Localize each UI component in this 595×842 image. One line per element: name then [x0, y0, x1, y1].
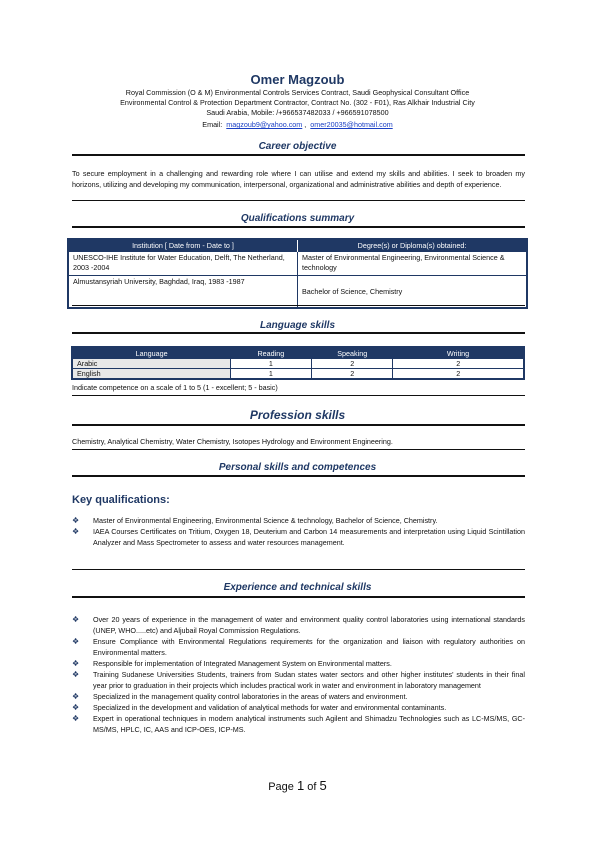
language-speaking: 2 — [312, 369, 393, 380]
qualifications-header-institution: Institution [ Date from - Date to ] — [68, 239, 298, 252]
list-item-text: Responsible for implementation of Integrated Management System on Environmental matters. — [93, 659, 392, 668]
key-qualifications-list — [72, 515, 525, 548]
language-table — [71, 346, 525, 380]
career-objective-title: Career objective — [258, 141, 337, 152]
section-rule — [72, 424, 525, 426]
header-line-2: Environmental Control & Protection Department Contractor, Contract No. (302 - F01), Ras Alkhair Industrial City — [120, 98, 475, 107]
diamond-bullet-icon: ❖ — [72, 659, 80, 668]
page-word: Page — [268, 781, 294, 793]
language-header-language: Language — [72, 347, 230, 359]
section-rule — [72, 475, 525, 477]
profession-skills-text: Chemistry, Analytical Chemistry, Water Chemistry, Isotopes Hydrology and Environment Engineering. — [72, 437, 393, 446]
language-header-speaking: Speaking — [312, 347, 393, 359]
language-header-writing: Writing — [393, 347, 524, 359]
profession-skills-title: Profession skills — [249, 408, 346, 422]
email-separator: , — [304, 120, 307, 129]
language-reading: 1 — [230, 369, 311, 380]
section-rule — [72, 596, 525, 598]
page-number: 1 — [296, 778, 305, 793]
of-word: of — [307, 781, 317, 793]
language-writing: 2 — [393, 359, 524, 369]
email-link-2[interactable]: omer20035@hotmail.com — [310, 120, 393, 129]
language-speaking: 2 — [312, 359, 393, 369]
section-rule — [72, 569, 525, 570]
qualification-institution: UNESCO-IHE Institute for Water Education, Delft, The Netherland, 2003 -2004 — [68, 252, 298, 276]
qualification-degree: Master of Environmental Engineering, Environmental Science & technology — [298, 252, 528, 276]
language-header-reading: Reading — [230, 347, 311, 359]
section-rule — [72, 154, 525, 156]
language-name: English — [72, 369, 230, 380]
diamond-bullet-icon: ❖ — [72, 615, 80, 624]
list-item-text: Specialized in the development and validation of analytical methods for water and environmental contaminants. — [93, 703, 447, 712]
section-rule — [72, 305, 525, 306]
header-line-3: Saudi Arabia, Mobile: /+966537482033 / +966591078500 — [206, 108, 389, 117]
qualification-institution: Almustansyriah University, Baghdad, Iraq, 1983 -1987 — [68, 276, 298, 309]
list-item — [72, 658, 525, 669]
list-item-text: Ensure Compliance with Environmental Regulations requirements for the organization and liaison with regulatory authorities on Environmental matters. — [93, 637, 525, 657]
diamond-bullet-icon: ❖ — [72, 703, 80, 712]
list-item — [72, 691, 525, 702]
section-rule — [72, 226, 525, 228]
page-total: 5 — [319, 778, 327, 793]
candidate-name: Omer Magzoub — [250, 72, 345, 87]
qualifications-table — [67, 238, 528, 309]
header-line-1: Royal Commission (O & M) Environmental Controls Services Contract, Saudi Geophysical Consultant Office — [125, 88, 470, 97]
list-item — [72, 526, 525, 548]
list-item-text: Master of Environmental Engineering, Environmental Science & technology, Bachelor of Science, Chemistry. — [93, 516, 438, 525]
email-line — [0, 120, 595, 130]
email-label: Email: — [202, 120, 223, 129]
list-item — [72, 669, 525, 691]
language-reading: 1 — [230, 359, 311, 369]
section-rule — [72, 200, 525, 201]
table-row — [68, 252, 527, 276]
table-row — [72, 369, 524, 380]
career-objective-text: To secure employment in a challenging and rewarding role where I can utilise and extend my skills and abilities. I seek to broaden my horizons, utilizing and developing my communication, interpersonal, organizational and administrative abilities and depth of experience. — [72, 169, 525, 189]
diamond-bullet-icon: ❖ — [72, 516, 80, 525]
list-item — [72, 636, 525, 658]
qualifications-header-degree: Degree(s) or Diploma(s) obtained: — [298, 239, 528, 252]
table-row — [68, 276, 527, 309]
list-item — [72, 515, 525, 526]
list-item — [72, 702, 525, 713]
language-scale-note: Indicate competence on a scale of 1 to 5 (1 - excellent; 5 - basic) — [72, 383, 278, 392]
qualifications-title: Qualifications summary — [240, 213, 355, 224]
list-item-text: Specialized in the management quality control laboratories in the areas of waters and environment. — [93, 692, 408, 701]
personal-skills-title: Personal skills and competences — [218, 462, 377, 473]
diamond-bullet-icon: ❖ — [72, 527, 80, 536]
diamond-bullet-icon: ❖ — [72, 714, 80, 723]
qualification-degree: Bachelor of Science, Chemistry — [298, 276, 528, 309]
key-qualifications-title: Key qualifications: — [72, 494, 170, 506]
section-rule — [72, 449, 525, 450]
language-writing: 2 — [393, 369, 524, 380]
list-item — [72, 713, 525, 735]
diamond-bullet-icon: ❖ — [72, 670, 80, 679]
diamond-bullet-icon: ❖ — [72, 692, 80, 701]
list-item-text: Expert in operational techniques in modern analytical instruments such Agilent and Shimadzu Technologies such as LC-MS/MS, GC-MS/MS, HPLC, IC, AAS and ICP-OES, ICP-MS. — [93, 714, 525, 734]
list-item-text: IAEA Courses Certificates on Tritium, Oxygen 18, Deuterium and Carbon 14 measurements and interpretation using Liquid Scintillation Analyzer and Mass Spectrometer to assess and water resources management. — [93, 527, 525, 547]
email-link-1[interactable]: magzoub9@yahoo.com — [226, 120, 303, 129]
language-skills-title: Language skills — [259, 320, 336, 331]
table-row — [72, 359, 524, 369]
experience-list — [72, 614, 525, 735]
list-item — [72, 614, 525, 636]
section-rule — [72, 395, 525, 396]
language-name: Arabic — [72, 359, 230, 369]
list-item-text: Training Sudanese Universities Students, trainers from Sudan states water sectors and other higher institutes' students in their final year prior to graduation in their projects which includes practical work in water and environment in laboratory management — [93, 670, 525, 690]
experience-title: Experience and technical skills — [223, 582, 372, 593]
section-rule — [72, 332, 525, 334]
list-item-text: Over 20 years of experience in the management of water and environment quality control laboratories using international standards (UNEP, WHO.....etc) and Aljubail Royal Commission Regulations. — [93, 615, 525, 635]
diamond-bullet-icon: ❖ — [72, 637, 80, 646]
page-footer — [0, 778, 595, 793]
